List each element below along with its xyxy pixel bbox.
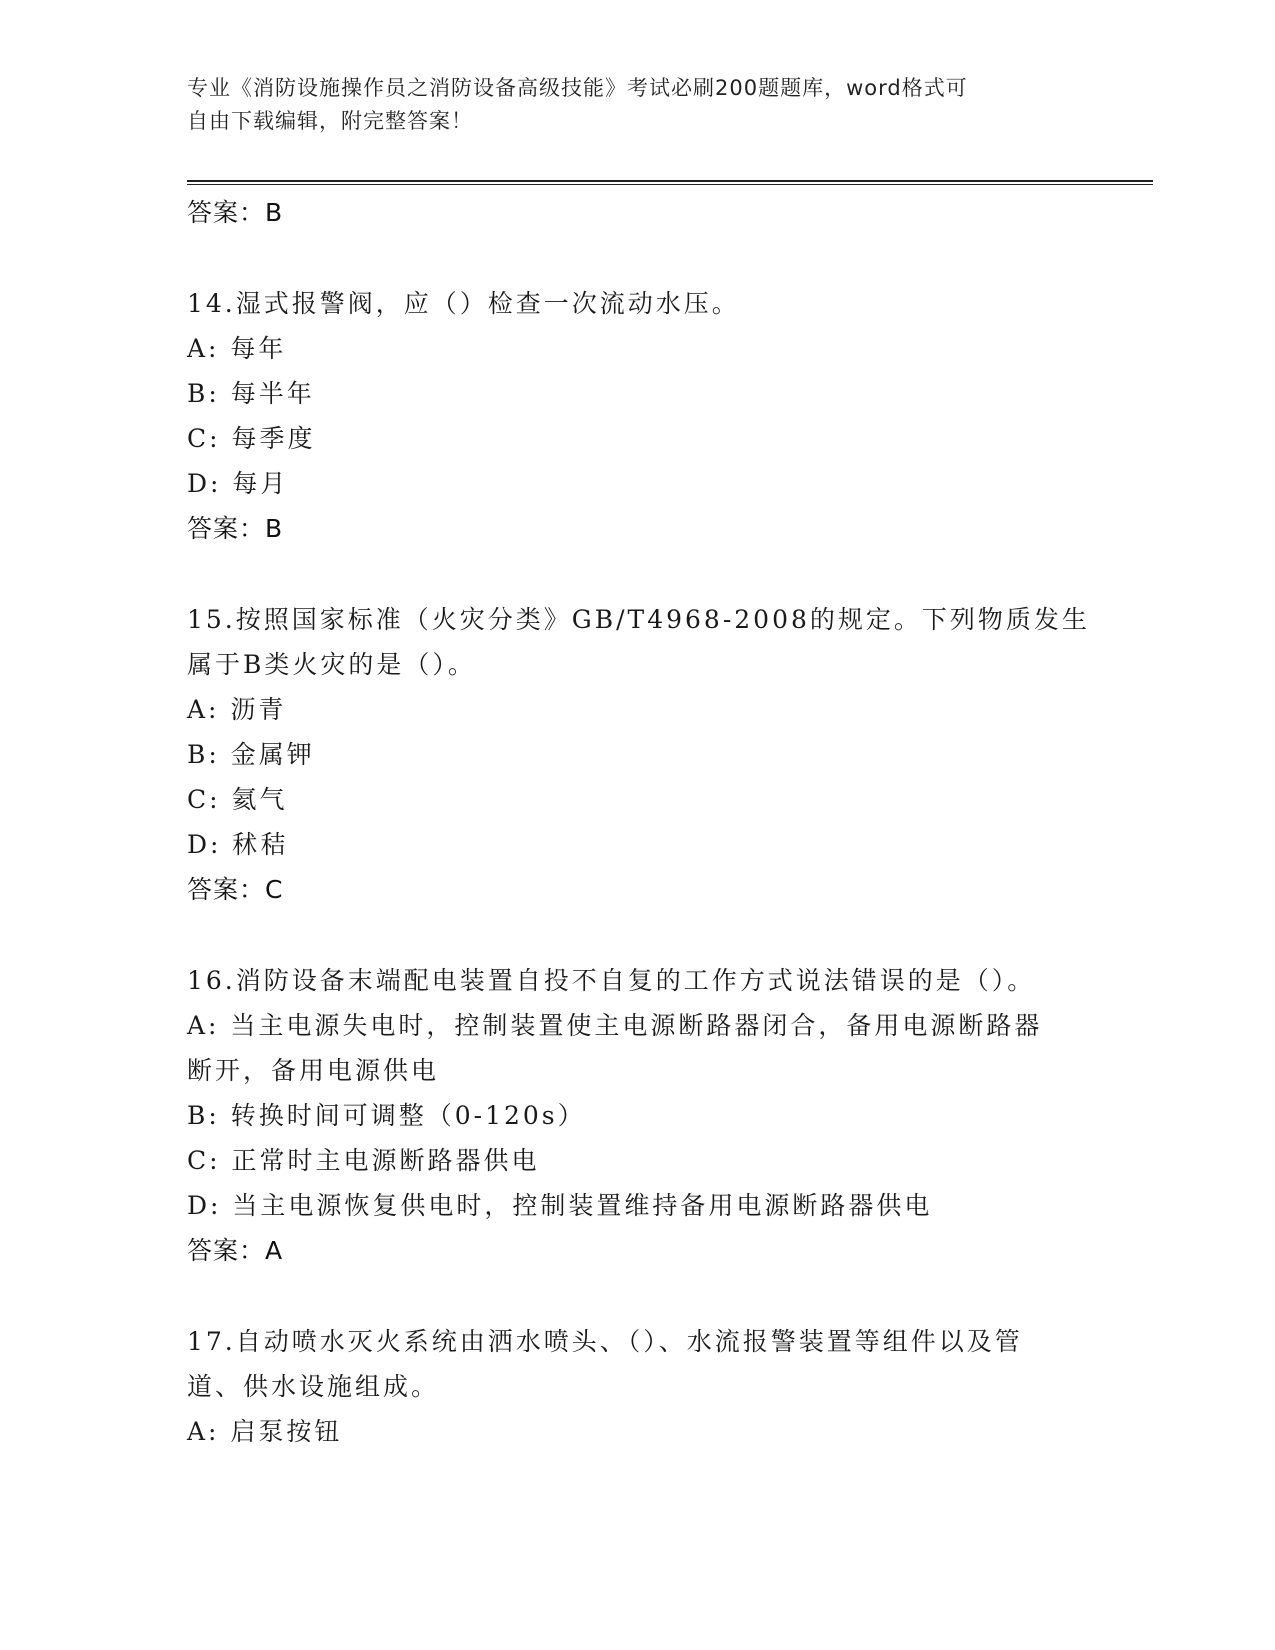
option-b: B: 每半年 <box>187 379 315 408</box>
spacer <box>187 1273 1087 1319</box>
question-list <box>187 190 1090 1454</box>
question-14 <box>187 281 1087 551</box>
option-a-cont: 断开，备用电源供电 <box>187 1056 440 1085</box>
question-stem-cont: 属于B类火灾的是（）。 <box>187 650 476 679</box>
option-d: D: 当主电源恢复供电时，控制装置维持备用电源断路器供电 <box>187 1191 933 1220</box>
option-c: C: 正常时主电源断路器供电 <box>187 1146 540 1175</box>
question-stem: 15.按照国家标准（火灾分类》GB/T4968-2008的规定。下列物质发生 <box>187 605 1090 634</box>
answer-line: 答案：C <box>187 875 284 904</box>
spacer <box>187 551 1087 597</box>
option-a: A: 当主电源失电时，控制装置使主电源断路器闭合，备用电源断路器 <box>187 1011 1043 1040</box>
option-d: D: 秫秸 <box>187 830 289 859</box>
question-15 <box>187 597 1090 912</box>
previous-answer: 答案：B <box>187 198 284 227</box>
answer-line: 答案：A <box>187 1236 284 1265</box>
page-header <box>187 72 1067 138</box>
question-17 <box>187 1319 1087 1454</box>
spacer <box>187 912 1087 958</box>
header-line-2: 自由下载编辑，附完整答案！ <box>187 109 473 133</box>
question-stem: 16.消防设备末端配电装置自投不自复的工作方式说法错误的是（）。 <box>187 966 1036 995</box>
option-c: C: 氦气 <box>187 785 288 814</box>
question-16 <box>187 958 1087 1273</box>
option-a: A: 启泵按钮 <box>187 1417 343 1446</box>
question-stem-cont: 道、供水设施组成。 <box>187 1372 440 1401</box>
option-c: C: 每季度 <box>187 424 316 453</box>
option-d: D: 每月 <box>187 469 289 498</box>
question-stem: 14.湿式报警阀，应（）检查一次流动水压。 <box>187 289 740 318</box>
option-a: A: 每年 <box>187 334 287 363</box>
option-b: B: 金属钾 <box>187 740 315 769</box>
header-line-1: 专业《消防设施操作员之消防设备高级技能》考试必刷200题题库，word格式可 <box>187 76 968 100</box>
header-rule-thick <box>187 180 1153 182</box>
option-a: A: 沥青 <box>187 695 287 724</box>
option-b: B: 转换时间可调整（0-120s） <box>187 1101 586 1130</box>
answer-line: 答案：B <box>187 514 284 543</box>
header-rule-thin <box>187 184 1153 185</box>
question-stem: 17.自动喷水灭火系统由洒水喷头、（）、水流报警装置等组件以及管 <box>187 1327 1023 1356</box>
spacer <box>187 235 1087 281</box>
